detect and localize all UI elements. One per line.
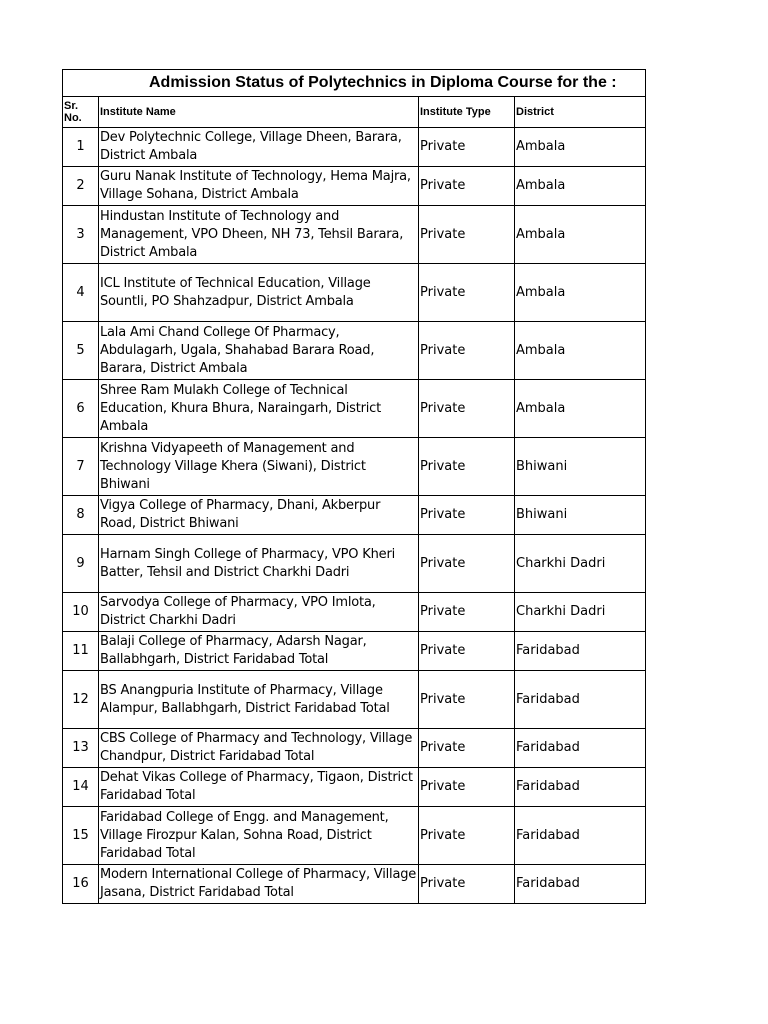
district-cell[interactable]: Charkhi Dadri xyxy=(515,535,646,593)
district-cell[interactable]: Ambala xyxy=(515,264,646,322)
institute-type-cell[interactable]: Private xyxy=(419,865,515,904)
institute-type-cell[interactable]: Private xyxy=(419,807,515,865)
sr-no-cell[interactable]: 11 xyxy=(63,632,99,671)
institute-name-cell[interactable]: CBS College of Pharmacy and Technology, Village Chandpur, District Faridabad Total xyxy=(99,729,419,768)
header-institute-name[interactable]: Institute Name xyxy=(99,97,419,128)
table-row xyxy=(63,632,646,671)
institute-name-cell[interactable]: Hindustan Institute of Technology and Management, VPO Dheen, NH 73, Tehsil Barara, District Ambala xyxy=(99,206,419,264)
table-row xyxy=(63,380,646,438)
table-row xyxy=(63,264,646,322)
institute-type-cell[interactable]: Private xyxy=(419,535,515,593)
table-row xyxy=(63,206,646,264)
institute-type-cell[interactable]: Private xyxy=(419,380,515,438)
sr-no-cell[interactable]: 2 xyxy=(63,167,99,206)
district-cell[interactable]: Faridabad xyxy=(515,768,646,807)
header-sr-no[interactable]: Sr. No. xyxy=(63,97,99,128)
sheet-title[interactable]: Admission Status of Polytechnics in Diploma Course for the : xyxy=(63,70,646,97)
district-cell[interactable]: Faridabad xyxy=(515,807,646,865)
district-cell[interactable]: Ambala xyxy=(515,322,646,380)
table-row xyxy=(63,865,646,904)
district-cell[interactable]: Bhiwani xyxy=(515,496,646,535)
institute-type-cell[interactable]: Private xyxy=(419,206,515,264)
sr-no-cell[interactable]: 8 xyxy=(63,496,99,535)
header-row xyxy=(63,97,646,128)
institute-name-cell[interactable]: Modern International College of Pharmacy, Village Jasana, District Faridabad Total xyxy=(99,865,419,904)
institute-name-cell[interactable]: Balaji College of Pharmacy, Adarsh Nagar, Ballabhgarh, District Faridabad Total xyxy=(99,632,419,671)
sr-no-cell[interactable]: 15 xyxy=(63,807,99,865)
institute-name-cell[interactable]: Sarvodya College of Pharmacy, VPO Imlota, District Charkhi Dadri xyxy=(99,593,419,632)
table-row xyxy=(63,768,646,807)
sr-no-cell[interactable]: 13 xyxy=(63,729,99,768)
institute-type-cell[interactable]: Private xyxy=(419,496,515,535)
district-cell[interactable]: Bhiwani xyxy=(515,438,646,496)
sr-no-cell[interactable]: 1 xyxy=(63,128,99,167)
institute-name-cell[interactable]: Vigya College of Pharmacy, Dhani, Akberpur Road, District Bhiwani xyxy=(99,496,419,535)
table-row xyxy=(63,807,646,865)
sr-no-cell[interactable]: 3 xyxy=(63,206,99,264)
sr-no-cell[interactable]: 16 xyxy=(63,865,99,904)
sr-no-cell[interactable]: 12 xyxy=(63,671,99,729)
institute-type-cell[interactable]: Private xyxy=(419,167,515,206)
institute-type-cell[interactable]: Private xyxy=(419,671,515,729)
district-cell[interactable]: Ambala xyxy=(515,206,646,264)
district-cell[interactable]: Ambala xyxy=(515,380,646,438)
table-row xyxy=(63,729,646,768)
sr-no-cell[interactable]: 14 xyxy=(63,768,99,807)
sr-no-cell[interactable]: 5 xyxy=(63,322,99,380)
sr-no-cell[interactable]: 7 xyxy=(63,438,99,496)
institute-name-cell[interactable]: BS Anangpuria Institute of Pharmacy, Village Alampur, Ballabhgarh, District Faridabad Total xyxy=(99,671,419,729)
table-row xyxy=(63,167,646,206)
admission-status-table xyxy=(62,69,646,904)
institute-name-cell[interactable]: Harnam Singh College of Pharmacy, VPO Kheri Batter, Tehsil and District Charkhi Dadri xyxy=(99,535,419,593)
table-row xyxy=(63,671,646,729)
institute-type-cell[interactable]: Private xyxy=(419,593,515,632)
district-cell[interactable]: Faridabad xyxy=(515,632,646,671)
institute-name-cell[interactable]: Shree Ram Mulakh College of Technical Education, Khura Bhura, Naraingarh, District Ambala xyxy=(99,380,419,438)
header-institute-type[interactable]: Institute Type xyxy=(419,97,515,128)
institute-name-cell[interactable]: Dev Polytechnic College, Village Dheen, Barara, District Ambala xyxy=(99,128,419,167)
table-row xyxy=(63,593,646,632)
institute-name-cell[interactable]: Lala Ami Chand College Of Pharmacy, Abdulagarh, Ugala, Shahabad Barara Road, Barara, District Ambala xyxy=(99,322,419,380)
institute-name-cell[interactable]: ICL Institute of Technical Education, Village Sountli, PO Shahzadpur, District Ambala xyxy=(99,264,419,322)
institute-name-cell[interactable]: Krishna Vidyapeeth of Management and Technology Village Khera (Siwani), District Bhiwani xyxy=(99,438,419,496)
sr-no-cell[interactable]: 6 xyxy=(63,380,99,438)
district-cell[interactable]: Ambala xyxy=(515,128,646,167)
table-row xyxy=(63,322,646,380)
district-cell[interactable]: Charkhi Dadri xyxy=(515,593,646,632)
district-cell[interactable]: Faridabad xyxy=(515,865,646,904)
sr-no-cell[interactable]: 4 xyxy=(63,264,99,322)
sr-no-cell[interactable]: 9 xyxy=(63,535,99,593)
institute-type-cell[interactable]: Private xyxy=(419,322,515,380)
institute-type-cell[interactable]: Private xyxy=(419,768,515,807)
table-row xyxy=(63,535,646,593)
institute-type-cell[interactable]: Private xyxy=(419,729,515,768)
sr-no-cell[interactable]: 10 xyxy=(63,593,99,632)
table-row xyxy=(63,128,646,167)
table-row xyxy=(63,496,646,535)
institute-type-cell[interactable]: Private xyxy=(419,632,515,671)
district-cell[interactable]: Faridabad xyxy=(515,729,646,768)
institute-name-cell[interactable]: Dehat Vikas College of Pharmacy, Tigaon, District Faridabad Total xyxy=(99,768,419,807)
institute-type-cell[interactable]: Private xyxy=(419,128,515,167)
institute-name-cell[interactable]: Guru Nanak Institute of Technology, Hema Majra, Village Sohana, District Ambala xyxy=(99,167,419,206)
title-row xyxy=(63,70,646,97)
institute-type-cell[interactable]: Private xyxy=(419,264,515,322)
header-district[interactable]: District xyxy=(515,97,646,128)
institute-name-cell[interactable]: Faridabad College of Engg. and Management, Village Firozpur Kalan, Sohna Road, District Faridabad Total xyxy=(99,807,419,865)
district-cell[interactable]: Faridabad xyxy=(515,671,646,729)
institute-type-cell[interactable]: Private xyxy=(419,438,515,496)
table-row xyxy=(63,438,646,496)
district-cell[interactable]: Ambala xyxy=(515,167,646,206)
